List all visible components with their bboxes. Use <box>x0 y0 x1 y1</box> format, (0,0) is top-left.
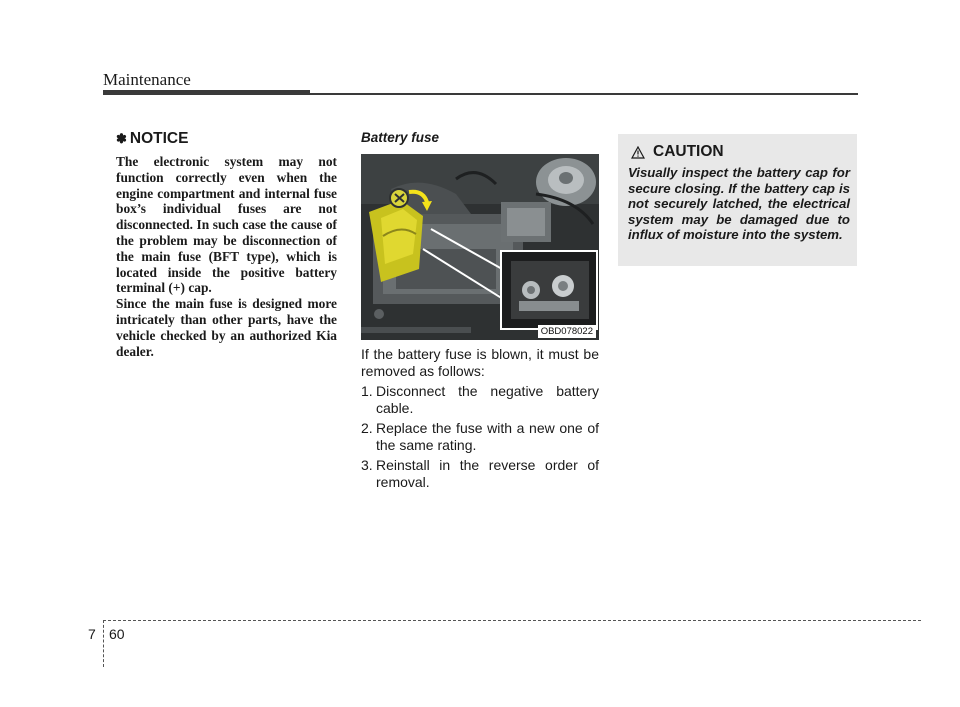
notice-section <box>116 130 337 359</box>
image-reference-label: OBD078022 <box>538 325 596 338</box>
footer-page-number: 60 <box>109 626 125 642</box>
step-number: 1. <box>361 383 373 399</box>
step-item <box>361 383 599 416</box>
battery-fuse-title: Battery fuse <box>361 130 440 145</box>
notice-heading <box>116 130 337 148</box>
section-title: Maintenance <box>103 70 191 89</box>
notice-star-icon: ✽ <box>116 131 127 146</box>
notice-title: NOTICE <box>129 130 189 147</box>
warning-triangle-icon <box>631 146 645 159</box>
step-item <box>361 457 599 490</box>
step-number: 3. <box>361 457 373 473</box>
step-text: Replace the fuse with a new one of the same rating. <box>376 420 599 453</box>
step-text: Reinstall in the reverse order of removal. <box>376 457 599 490</box>
footer-rule <box>103 620 921 621</box>
battery-fuse-intro: If the battery fuse is blown, it must be removed as follows: <box>361 346 599 379</box>
notice-paragraph: Since the main fuse is designed more intricately than other parts, have the vehicle checked by an authorized Kia dealer. <box>116 296 337 359</box>
header-rule-thin <box>310 93 858 95</box>
battery-fuse-section <box>361 130 599 494</box>
footer-chapter-number: 7 <box>88 626 96 642</box>
notice-paragraph: The electronic system may not function correctly even when the engine compartment and internal fuse box’s individual fuses are not disconnected. In such case the cause of the problem may be disconnection of the main fuse (BFT type), which is located inside the positive battery terminal (+) cap. <box>116 154 337 296</box>
step-text: Disconnect the negative battery cable. <box>376 383 599 416</box>
engine-bay-illustration <box>361 154 599 340</box>
battery-fuse-steps <box>361 383 599 490</box>
battery-fuse-photo <box>361 154 599 340</box>
caution-heading <box>631 143 724 161</box>
caution-body: Visually inspect the battery cap for secure closing. If the battery cap is not securely latched, the electrical system may be damaged due to influx of moisture into the system. <box>628 165 850 243</box>
header-rule-thick <box>103 90 310 95</box>
notice-body <box>116 154 337 359</box>
step-item <box>361 420 599 453</box>
step-number: 2. <box>361 420 373 436</box>
footer-rule-vertical <box>103 620 104 667</box>
caution-box <box>618 134 857 266</box>
caution-title: CAUTION <box>653 143 724 160</box>
